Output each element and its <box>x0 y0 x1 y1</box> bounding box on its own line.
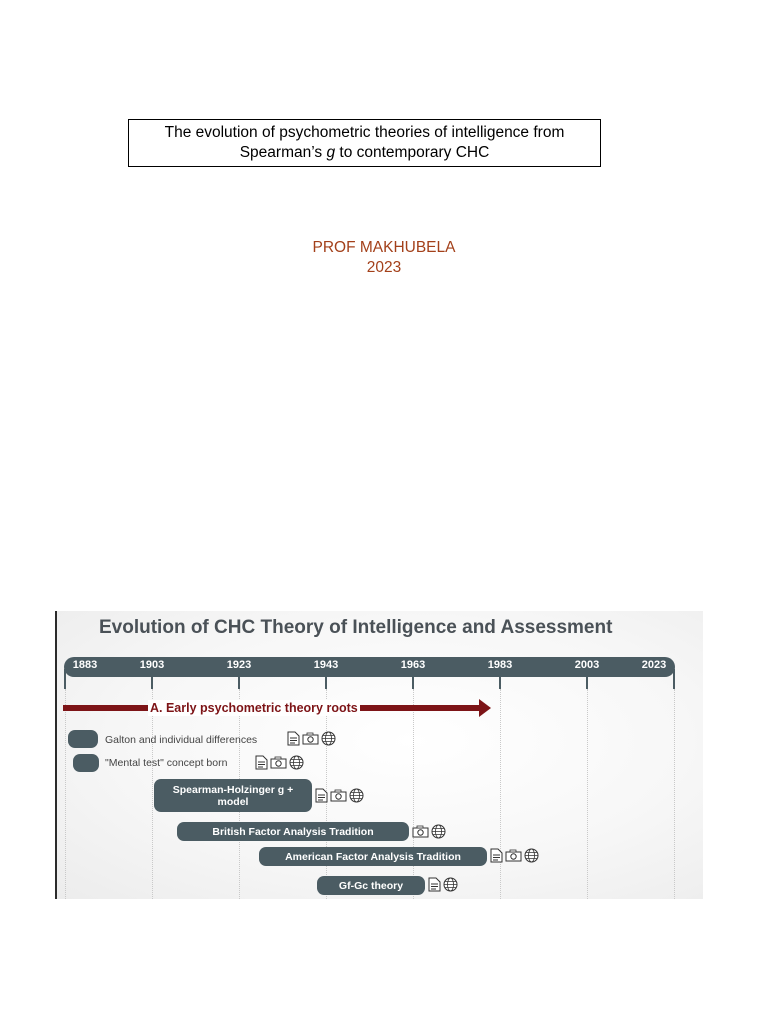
camera-icon[interactable] <box>412 825 429 838</box>
globe-icon[interactable] <box>524 848 539 863</box>
title-g-symbol: g <box>326 144 336 161</box>
title-line-2-post: to contemporary CHC <box>335 144 490 161</box>
event-bar-mental-test[interactable] <box>73 754 99 772</box>
title-line-2 <box>129 143 600 163</box>
globe-icon[interactable] <box>349 788 364 803</box>
author-name: PROF MAKHUBELA <box>312 239 456 256</box>
section-label: A. Early psychometric theory roots <box>150 701 358 715</box>
tick-label-1983: 1983 <box>487 659 513 671</box>
event-bar-spearman-holzinger[interactable]: Spearman-Holzinger g + model <box>154 779 312 812</box>
event-icons-british-factor-analysis <box>412 824 446 839</box>
tick-mark <box>151 677 153 689</box>
event-bar-gf-gc-theory[interactable]: Gf-Gc theory <box>317 876 425 895</box>
axis-end-cap-left <box>64 669 66 689</box>
globe-icon[interactable] <box>321 731 336 746</box>
gridline <box>587 689 588 899</box>
tick-mark <box>499 677 501 689</box>
event-icons-american-factor-analysis <box>490 848 539 863</box>
globe-icon[interactable] <box>289 755 304 770</box>
chc-timeline-figure <box>55 611 703 899</box>
event-icons-galton <box>287 731 336 746</box>
figure-left-border <box>55 611 57 899</box>
tick-label-1963: 1963 <box>400 659 426 671</box>
camera-icon[interactable] <box>302 732 319 745</box>
gridline <box>65 689 66 899</box>
camera-icon[interactable] <box>330 789 347 802</box>
event-icons-spearman-holzinger <box>315 788 364 803</box>
section-arrow-head <box>479 699 491 717</box>
document-icon[interactable] <box>315 788 328 803</box>
tick-label-1903: 1903 <box>139 659 165 671</box>
gridline <box>152 689 153 899</box>
document-icon[interactable] <box>490 848 503 863</box>
tick-mark <box>412 677 414 689</box>
gridline <box>413 689 414 899</box>
author-year: 2023 <box>366 259 402 276</box>
title-line-2-pre: Spearman’s <box>239 144 327 161</box>
tick-mark <box>325 677 327 689</box>
tick-mark <box>586 677 588 689</box>
event-label-galton: Galton and individual differences <box>105 734 258 746</box>
event-bar-british-factor-analysis[interactable]: British Factor Analysis Tradition <box>177 822 409 841</box>
document-icon[interactable] <box>287 731 300 746</box>
camera-icon[interactable] <box>270 756 287 769</box>
axis-end-cap-right <box>673 669 675 689</box>
document-icon[interactable] <box>255 755 268 770</box>
tick-mark <box>238 677 240 689</box>
event-bar-galton[interactable] <box>68 730 98 748</box>
globe-icon[interactable] <box>431 824 446 839</box>
event-icons-mental-test <box>255 755 304 770</box>
globe-icon[interactable] <box>443 877 458 892</box>
tick-label-1943: 1943 <box>313 659 339 671</box>
title-line-1: The evolution of psychometric theories of intelligence from <box>164 124 565 141</box>
figure-title: Evolution of CHC Theory of Intelligence and Assessment <box>99 617 613 638</box>
tick-label-1923: 1923 <box>226 659 252 671</box>
tick-label-1883: 1883 <box>72 659 98 671</box>
event-bar-american-factor-analysis[interactable]: American Factor Analysis Tradition <box>259 847 487 866</box>
gridline <box>500 689 501 899</box>
camera-icon[interactable] <box>505 849 522 862</box>
event-icons-gf-gc-theory <box>428 877 458 892</box>
tick-label-2023: 2023 <box>641 659 667 671</box>
tick-label-2003: 2003 <box>574 659 600 671</box>
event-label-mental-test: "Mental test" concept born <box>105 757 228 769</box>
document-title-box <box>128 119 601 167</box>
gridline <box>674 689 675 899</box>
document-icon[interactable] <box>428 877 441 892</box>
